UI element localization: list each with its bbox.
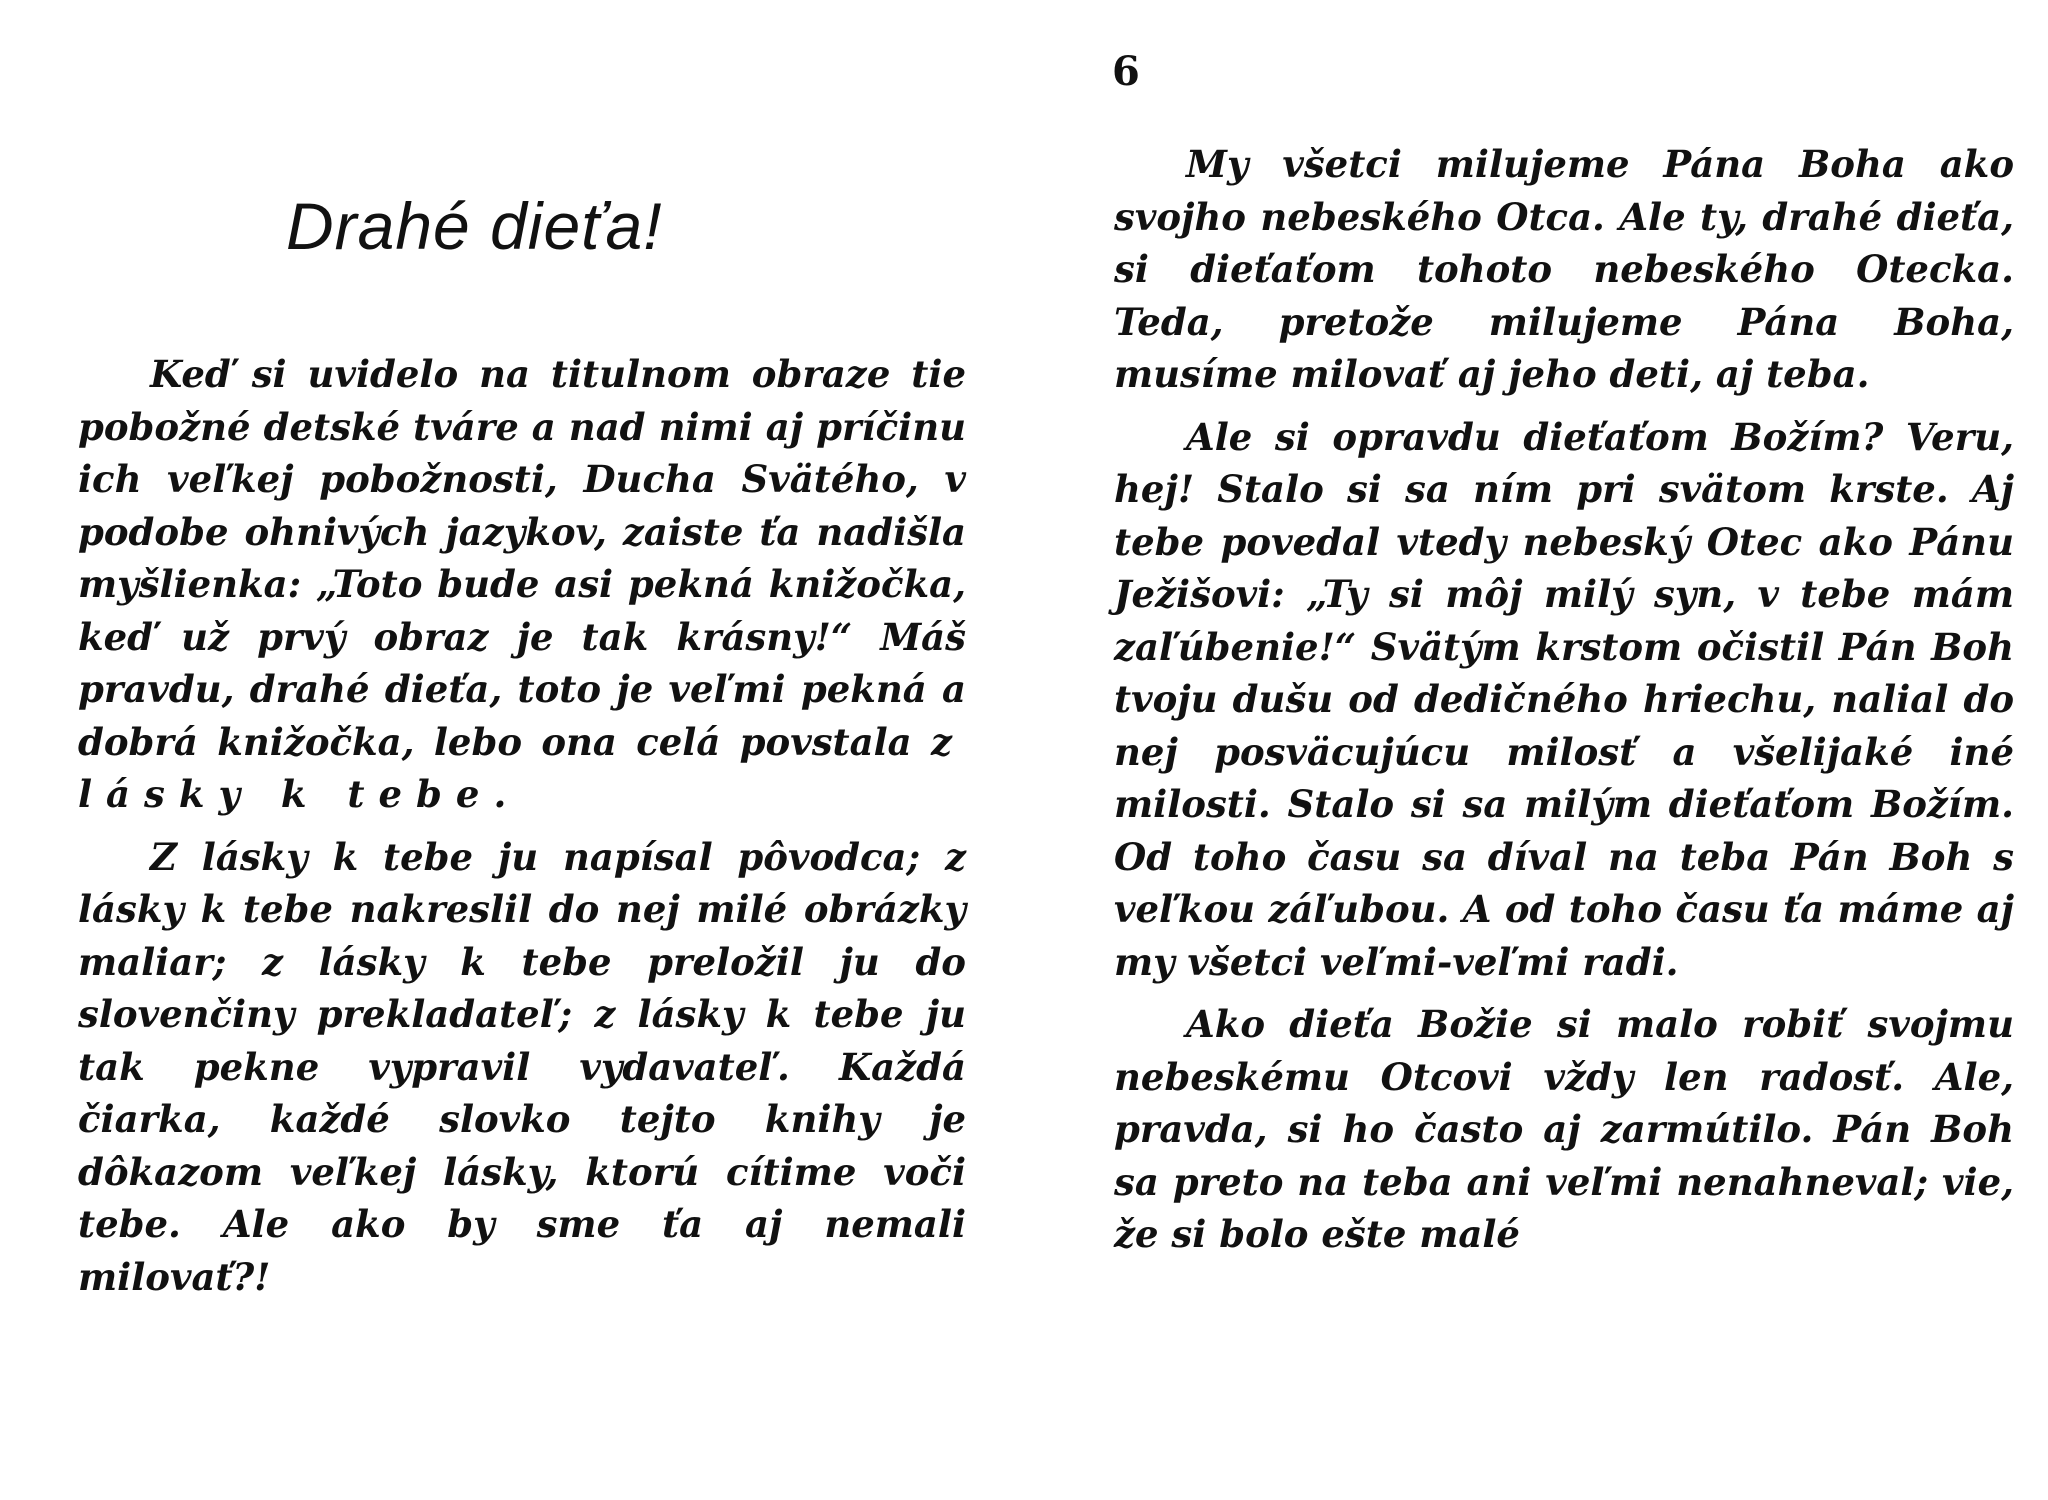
emphasized-phrase: z lásky k tebe. [78, 719, 966, 816]
right-page-text [1114, 138, 2014, 1271]
left-page-text [78, 348, 966, 1313]
paragraph-2: Z lásky k tebe ju napísal pôvodca; z lásky k tebe nakreslil do nej milé obrázky maliar; z lásky k tebe preložil ju do slovenčiny prekladateľ; z lásky k tebe ju tak pekne vypravil vydavateľ. Každá čiarka, každé slovko tejto knihy je dôkazom veľkej lásky, ktorú cítime voči tebe. Ale ako by sme ťa aj nemali milovať?! [78, 834, 966, 1299]
paragraph-5: Ako dieťa Božie si malo robiť svojmu nebeskému Otcovi vždy len radosť. Ale, pravda, si ho často aj zarmútilo. Pán Boh sa preto na teba ani veľmi nenahneval; vie, že si bolo ešte malé [1114, 1002, 2014, 1256]
right-page [1024, 0, 2048, 1500]
paragraph-3: My všetci milujeme Pána Boha ako svojho nebeského Otca. Ale ty, drahé dieťa, si dieťaťom tohoto nebeského Otecka. Teda, pretože milujeme Pána Boha, musíme milovať aj jeho deti, aj teba. [1114, 142, 2014, 396]
paragraph-1 [78, 348, 966, 821]
paragraph-1-text: Keď si uvidelo na titulnom obraze tie pobožné detské tváre a nad nimi aj príčinu ich veľkej pobožnosti, Ducha Svätého, v podobe ohnivých jazykov, zaiste ťa nadišla myšlienka: „Toto bude asi pekná knižočka, keď už prvý obraz je tak krásny!“ Máš pravdu, drahé dieťa, toto je veľmi pekná a dobrá knižočka, lebo ona celá povstala [78, 352, 966, 764]
page-number: 6 [1112, 48, 1140, 95]
page-title: Drahé dieťa! [286, 189, 663, 263]
paragraph-4: Ale si opravdu dieťaťom Božím? Veru, hej! Stalo si sa ním pri svätom krste. Aj tebe povedal vtedy nebeský Otec ako Pánu Ježišovi: „Ty si môj milý syn, v tebe mám zaľúbenie!“ Svätým krstom očistil Pán Boh tvoju dušu od dedičného hriechu, nalial do nej posväcujúcu milosť a všelijaké iné milosti. Stalo si sa milým dieťaťom Božím. Od toho času sa díval na teba Pán Boh s veľkou záľubou. A od toho času ťa máme aj my všetci veľmi-veľmi radi. [1114, 414, 2014, 984]
